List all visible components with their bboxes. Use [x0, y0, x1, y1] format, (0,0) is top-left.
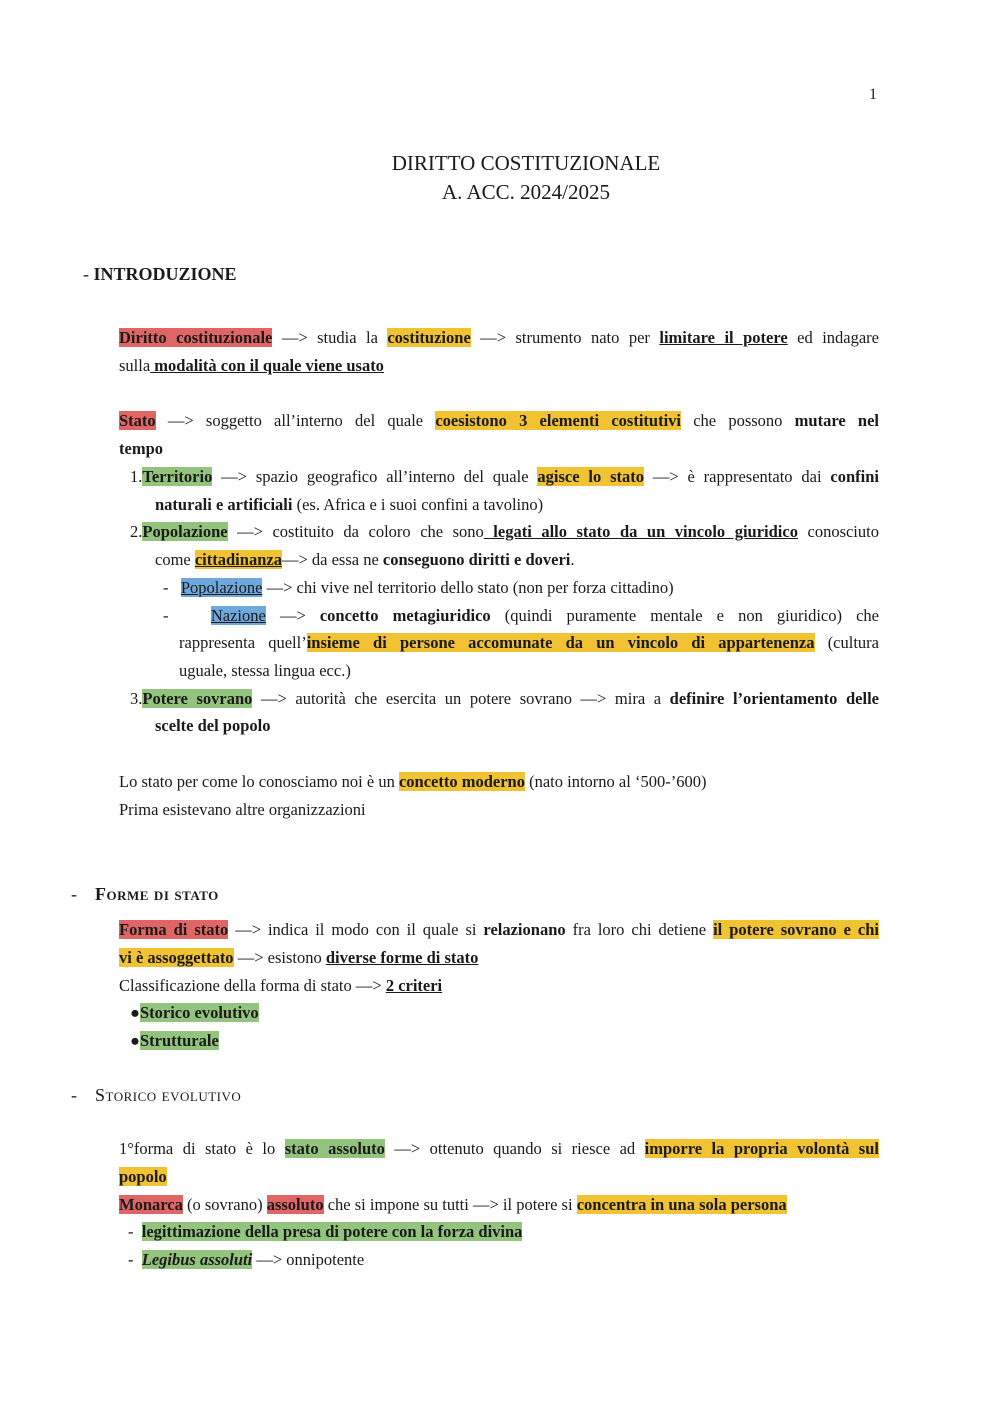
term-stato-assoluto: stato assoluto	[284, 1139, 385, 1158]
bullet-storico-evolutivo	[130, 1001, 879, 1025]
term-diritto-costituzionale: Diritto costituzionale	[119, 328, 273, 347]
term-insieme-persone: insieme di persone accomunate da un vincolo di appartenenza	[306, 633, 815, 652]
term-concentra: concentra in una sola persona	[576, 1195, 787, 1214]
text: —> soggetto all’interno del quale	[155, 411, 436, 430]
text: —> spazio geografico all’interno del quale	[212, 467, 538, 486]
text: —> studia la	[272, 328, 388, 347]
paragraph-line	[119, 354, 879, 378]
term-diritti-doveri: conseguono diritti e doveri	[382, 550, 571, 569]
dash-item-legittimazione	[128, 1220, 879, 1244]
term-assoluto: assoluto	[266, 1195, 324, 1214]
document-title: DIRITTO COSTITUZIONALE	[391, 151, 661, 175]
term-popolazione-sub: Popolazione	[180, 578, 263, 597]
term-modalita: modalità con il quale viene usato	[150, 356, 384, 375]
list-item-line	[155, 714, 879, 738]
term-assoggettato: vi è assoggettato	[119, 948, 234, 967]
sub-dash: -	[128, 1250, 134, 1269]
bullet-mark: ●	[130, 1031, 140, 1050]
term-potere-sovrano-chi: il potere sovrano e chi	[713, 920, 879, 939]
term-potere-sovrano: Potere sovrano	[142, 689, 253, 708]
term-monarca: Monarca	[119, 1195, 183, 1214]
text: —> esistono	[233, 948, 326, 967]
term-cittadinanza: cittadinanza	[194, 550, 282, 569]
section-title: INTRODUZIONE	[93, 264, 237, 284]
section-heading-forme-di-stato	[71, 882, 219, 906]
list-item-line	[155, 493, 879, 517]
list-item-popolazione	[130, 520, 879, 544]
term-popolazione: Popolazione	[142, 522, 228, 541]
term-legibus-assoluti: Legibus assoluti	[141, 1250, 253, 1269]
dash-item-legibus	[128, 1248, 879, 1272]
text: che si impone su tutti —> il potere si	[323, 1195, 577, 1214]
text: —> ottenuto quando si riesce ad	[384, 1139, 645, 1158]
list-number: 3.	[130, 689, 143, 708]
list-number: 1.	[130, 467, 143, 486]
paragraph-stato-assoluto	[119, 1137, 879, 1161]
text: rappresenta quell’	[179, 633, 307, 652]
list-item-line	[155, 548, 879, 572]
list-item-potere-sovrano	[130, 687, 879, 711]
text: (cultura	[814, 633, 879, 652]
paragraph-stato	[119, 409, 879, 433]
section-dash: -	[71, 884, 77, 904]
term-concetto-moderno: concetto moderno	[398, 772, 525, 791]
list-item-territorio	[130, 465, 879, 489]
bullet-mark: ●	[130, 1003, 140, 1022]
term-limitare-potere: limitare il potere	[659, 328, 788, 347]
term-tempo: tempo	[119, 439, 163, 458]
bullet-strutturale	[130, 1029, 879, 1053]
paragraph-line	[119, 946, 879, 970]
text: —> da essa ne	[281, 550, 383, 569]
text: ed indagare	[787, 328, 879, 347]
paragraph-monarca	[119, 1193, 879, 1217]
section-title: Storico evolutivo	[95, 1085, 242, 1105]
term-popolo: popolo	[119, 1167, 167, 1186]
text: che possono	[681, 411, 795, 430]
text: (nato intorno al ‘500-’600)	[524, 772, 707, 791]
document-subtitle: A. ACC. 2024/2025	[441, 180, 611, 204]
text: conosciuto	[797, 522, 879, 541]
sub-dash: -	[163, 606, 169, 625]
paragraph-line	[119, 1165, 879, 1189]
text: (es. Africa e i suoi confini a tavolino)	[292, 495, 544, 514]
term-scelte: scelte del popolo	[155, 716, 271, 735]
text: come	[155, 550, 195, 569]
text: fra loro chi detiene	[565, 920, 714, 939]
sub-dash: -	[128, 1222, 134, 1241]
term-confini: confini	[830, 467, 879, 486]
text: Lo stato per come lo conosciamo noi è un	[119, 772, 399, 791]
paragraph-diritto-costituzionale	[119, 326, 879, 350]
term-nazione: Nazione	[210, 606, 266, 625]
term-stato: Stato	[119, 411, 156, 430]
term-naturali: naturali e artificiali	[155, 495, 293, 514]
text: .	[570, 550, 575, 569]
paragraph-concetto-moderno	[119, 770, 879, 794]
sub-item-line	[179, 631, 879, 655]
text: —> è rappresentato dai	[643, 467, 831, 486]
text: —> indica il modo con il quale si	[228, 920, 484, 939]
section-dash: -	[83, 264, 89, 284]
paragraph-prima: Prima esistevano altre organizzazioni	[119, 800, 366, 819]
section-dash: -	[71, 1085, 77, 1105]
sub-item-popolazione	[163, 576, 879, 600]
paragraph-forma-di-stato	[119, 918, 879, 942]
text: —> costituito da coloro che sono	[227, 522, 484, 541]
text: —> chi vive nel territorio dello stato (non per forza cittadino)	[262, 578, 674, 597]
list-number: 2.	[130, 522, 143, 541]
term-legittimazione: legittimazione della presa di potere con la forza divina	[141, 1222, 523, 1241]
text: (quindi puramente mentale e non giuridico) che	[490, 606, 880, 625]
term-vincolo-giuridico: legati allo stato da un vincolo giuridico	[483, 522, 798, 541]
term-metagiuridico: concetto metagiuridico	[319, 606, 491, 625]
text: —> onnipotente	[252, 1250, 365, 1269]
sub-item-line	[179, 659, 879, 683]
term-orientamento: definire l’orientamento delle	[669, 689, 879, 708]
paragraph-line	[119, 437, 879, 461]
term-diverse-forme: diverse forme di stato	[325, 948, 479, 967]
sub-dash: -	[163, 578, 169, 597]
text: —>	[265, 606, 320, 625]
term-storico-evolutivo: Storico evolutivo	[139, 1003, 259, 1022]
section-heading-introduzione	[83, 262, 237, 286]
page-number: 1	[869, 86, 877, 103]
section-heading-storico-evolutivo	[71, 1083, 241, 1107]
text: (o sovrano)	[182, 1195, 267, 1214]
section-title: Forme di stato	[95, 884, 219, 904]
term-costituzione: costituzione	[387, 328, 471, 347]
paragraph-classificazione	[119, 974, 879, 998]
term-forma-di-stato: Forma di stato	[119, 920, 229, 939]
term-imporre-volonta: imporre la propria volontà sul	[644, 1139, 879, 1158]
term-territorio: Territorio	[142, 467, 213, 486]
term-agisce: agisce lo stato	[537, 467, 644, 486]
text: 1°forma di stato è lo	[119, 1139, 285, 1158]
text: —> autorità che esercita un potere sovrano —> mira a	[252, 689, 670, 708]
sub-item-nazione	[163, 604, 879, 628]
term-mutare: mutare nel	[794, 411, 879, 430]
term-relazionano: relazionano	[483, 920, 566, 939]
text: uguale, stessa lingua ecc.)	[179, 661, 351, 680]
term-elementi-costitutivi: coesistono 3 elementi costitutivi	[435, 411, 681, 430]
text: Classificazione della forma di stato —>	[119, 976, 386, 995]
term-2-criteri: 2 criteri	[385, 976, 443, 995]
text: —> strumento nato per	[470, 328, 660, 347]
term-strutturale: Strutturale	[139, 1031, 219, 1050]
text: sulla	[119, 356, 151, 375]
